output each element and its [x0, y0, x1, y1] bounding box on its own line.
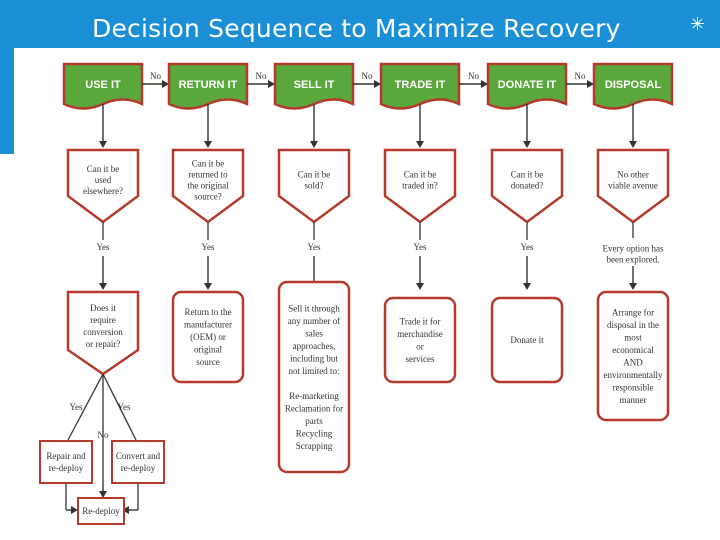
- header-down-arrow-head: [204, 141, 212, 148]
- header-down-arrow-head: [310, 141, 318, 148]
- yes-down-arrow-head: [204, 283, 212, 290]
- action-text-line: Donate it: [510, 335, 544, 345]
- decision-text-line: sold?: [304, 180, 324, 191]
- decision-text-line: used: [94, 175, 112, 185]
- yes-label: Yes: [201, 242, 215, 252]
- header-label: DISPOSAL: [604, 79, 662, 91]
- action-box: [385, 298, 455, 382]
- action-text-line: manufacturer: [184, 319, 232, 330]
- convert-redeploy-box: [112, 441, 164, 483]
- action-text-line: (OEM) or: [190, 332, 226, 342]
- repair-to-redeploy-arrow-head: [71, 506, 78, 514]
- yes-label: Yes: [413, 242, 427, 252]
- yes-label: Yes: [96, 242, 110, 252]
- explored-note-line: Every option has: [602, 243, 664, 254]
- explored-down-arrow-head: [629, 283, 637, 290]
- action-text-line: including but: [290, 353, 338, 364]
- decision-text-line: conversion: [83, 327, 123, 337]
- decision-text-line: require: [90, 315, 116, 325]
- action-text-line: merchandise: [397, 328, 443, 339]
- action-text-line: Reclamation for: [284, 403, 344, 414]
- header-label: SELL IT: [293, 79, 335, 91]
- yes-down-arrow-head: [99, 283, 107, 290]
- decision-text-line: elsewhere?: [83, 186, 123, 196]
- action-text-line: disposal in the: [607, 319, 659, 330]
- no-label: No: [97, 430, 109, 440]
- explored-note-line: been explored.: [606, 254, 660, 265]
- repair-redeploy-text-line: re-deploy: [48, 463, 84, 473]
- no-label: No: [468, 71, 479, 81]
- action-text-line: manner: [619, 394, 647, 405]
- decision-text-line: Does it: [90, 303, 116, 313]
- no-label: No: [255, 71, 267, 81]
- decision-text-line: traded in?: [402, 180, 438, 191]
- header-down-arrow-head: [416, 141, 424, 148]
- convert-redeploy-text-line: re-deploy: [120, 463, 156, 473]
- redeploy-text: Re-deploy: [82, 506, 120, 516]
- decision-text-line: viable avenue: [608, 180, 658, 191]
- action-text-line: most: [624, 332, 642, 343]
- decision-text-line: the original: [187, 180, 229, 191]
- no-label: No: [150, 71, 161, 81]
- action-text-line: Scrapping: [295, 440, 333, 451]
- header-down-arrow-head: [523, 141, 531, 148]
- action-text-line: sales: [305, 328, 323, 339]
- yes-label: Yes: [520, 242, 534, 252]
- decision-text-line: source?: [194, 191, 222, 202]
- action-text-line: not limited to:: [288, 365, 340, 376]
- header-label: RETURN IT: [178, 79, 238, 91]
- yes-label: Yes: [117, 402, 131, 412]
- sparkle-icon: ✳: [690, 14, 706, 35]
- header-label: USE IT: [85, 79, 121, 91]
- decision-text-line: No other: [617, 169, 649, 180]
- header-label: TRADE IT: [394, 79, 446, 91]
- decision-text-line: Can it be: [86, 164, 120, 174]
- action-text-line: environmentally: [603, 369, 663, 380]
- decision-text-line: Can it be: [297, 169, 331, 180]
- action-text-line: approaches,: [292, 340, 336, 351]
- header-down-arrow-head: [99, 141, 107, 148]
- action-text-line: any number of: [287, 315, 341, 326]
- action-text-line: source: [196, 357, 220, 367]
- action-text-line: or: [416, 341, 424, 352]
- header-down-arrow-head: [629, 141, 637, 148]
- decision-text-line: Can it be: [403, 169, 437, 180]
- action-text-line: services: [405, 353, 435, 364]
- repair-redeploy-text-line: Repair and: [46, 451, 86, 461]
- action-text-line: Trade it for: [399, 316, 441, 327]
- no-label: No: [361, 71, 373, 81]
- action-text-line: economical: [612, 344, 654, 355]
- yes-down-arrow-head: [416, 283, 424, 290]
- decision-text-line: Can it be: [191, 158, 225, 169]
- page-title: Decision Sequence to Maximize Recovery: [92, 14, 621, 43]
- action-text-line: responsible: [612, 382, 654, 393]
- decision-text-line: donated?: [510, 180, 544, 191]
- no-label: No: [574, 71, 586, 81]
- action-text-line: Return to the: [184, 307, 232, 317]
- action-text-line: original: [194, 344, 222, 355]
- action-text-line: AND: [623, 357, 643, 368]
- action-text-line: Recycling: [295, 428, 333, 439]
- convert-redeploy-text-line: Convert and: [115, 451, 161, 461]
- decision-text-line: or repair?: [85, 339, 121, 349]
- yes-down-arrow-head: [523, 283, 531, 290]
- redeploy-arrow-head: [99, 491, 107, 498]
- action-text-line: parts: [305, 415, 323, 426]
- yes-label: Yes: [307, 242, 321, 252]
- action-text-line: Re-marketing: [289, 390, 339, 401]
- header-label: DONATE IT: [497, 79, 557, 91]
- decision-text-line: returned to: [188, 169, 228, 180]
- repair-redeploy-box: [40, 441, 92, 483]
- decision-text-line: Can it be: [510, 169, 544, 180]
- action-text-line: Sell it through: [288, 303, 340, 314]
- yes-label: Yes: [69, 402, 83, 412]
- action-text-line: Arrange for: [611, 307, 655, 318]
